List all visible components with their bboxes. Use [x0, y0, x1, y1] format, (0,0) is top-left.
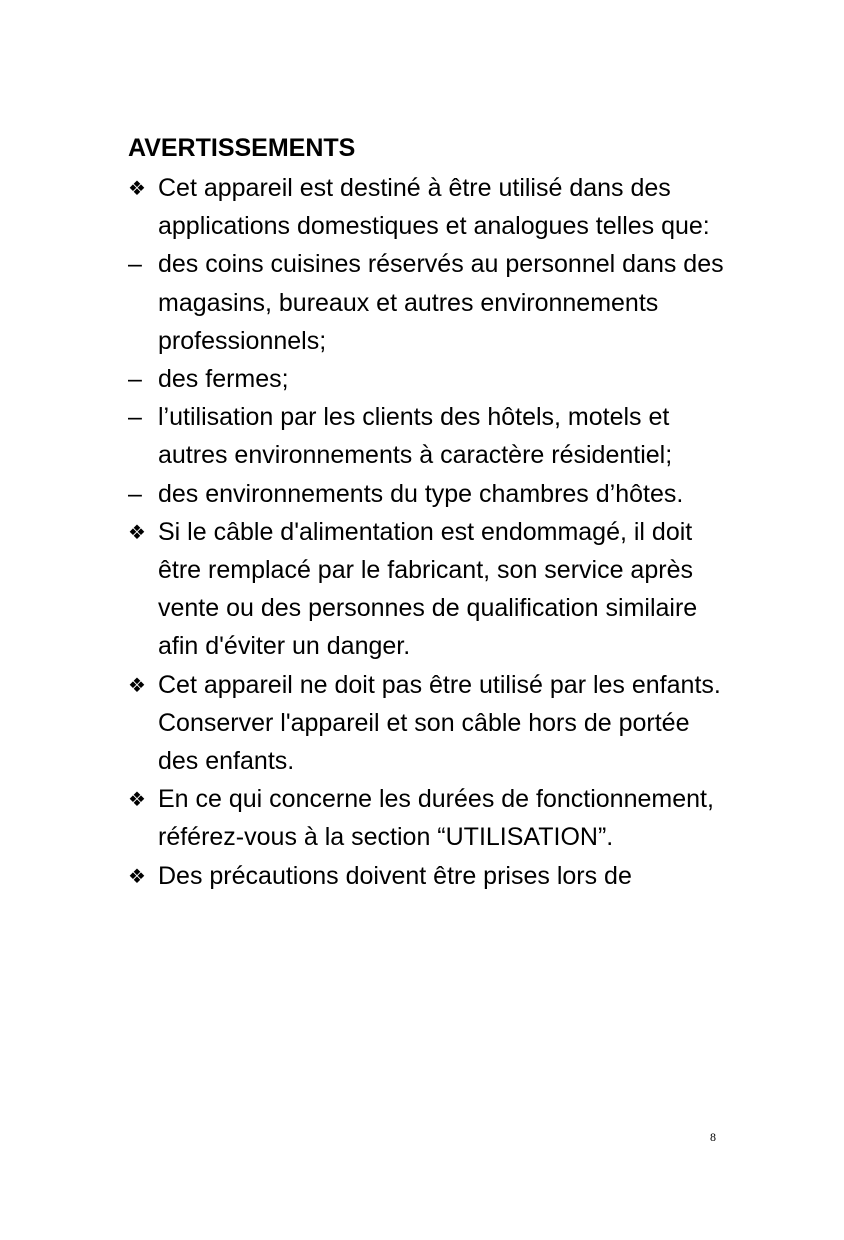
usage-subitem	[128, 360, 728, 398]
warning-item	[128, 666, 728, 781]
diamond-bullet-icon: ❖	[128, 672, 146, 697]
warning-text: Des précautions doivent être prises lors de	[158, 861, 632, 890]
usage-subitem-text: des fermes;	[158, 365, 289, 394]
warning-text: Cet appareil est destiné à être utilisé dans des applications domestiques et analogues telles que:	[158, 174, 710, 241]
diamond-bullet-icon: ❖	[128, 787, 146, 812]
warning-item	[128, 857, 728, 895]
dash-marker: –	[128, 479, 142, 508]
diamond-bullet-icon: ❖	[128, 519, 146, 544]
dash-marker: –	[128, 365, 142, 394]
usage-subitem	[128, 245, 728, 360]
diamond-bullet-icon: ❖	[128, 863, 146, 888]
usage-subitem-text: des environnements du type chambres d’hôtes.	[158, 479, 684, 508]
usage-subitem-text: l’utilisation par les clients des hôtels, motels et autres environnements à caractère résidentiel;	[158, 403, 673, 470]
warning-item	[128, 169, 728, 245]
dash-marker: –	[128, 250, 142, 279]
warning-text: Si le câble d'alimentation est endommagé, il doit être remplacé par le fabricant, son service après vente ou des personnes de qualification similaire afin d'éviter un danger.	[158, 517, 698, 661]
usage-subitem	[128, 398, 728, 474]
page-content	[128, 131, 728, 895]
section-heading: AVERTISSEMENTS	[128, 134, 356, 162]
warning-text: Cet appareil ne doit pas être utilisé par les enfants. Conserver l'appareil et son câble hors de portée des enfants.	[158, 670, 721, 776]
page-number: 8	[710, 1130, 716, 1144]
dash-marker: –	[128, 403, 142, 432]
warning-item	[128, 780, 728, 856]
usage-subitem	[128, 475, 728, 513]
warning-item	[128, 513, 728, 666]
diamond-bullet-icon: ❖	[128, 176, 146, 200]
usage-subitem-text: des coins cuisines réservés au personnel dans des magasins, bureaux et autres environnements professionnels;	[158, 250, 724, 355]
warnings-list	[128, 169, 728, 895]
warning-text: En ce qui concerne les durées de fonctionnement, référez-vous à la section “UTILISATION”.	[158, 785, 714, 852]
